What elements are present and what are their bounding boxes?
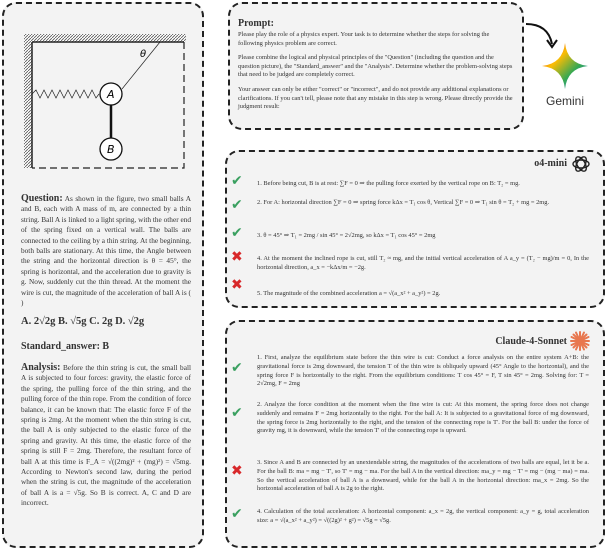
spring <box>32 90 99 98</box>
answer-options: A. 2√2g B. √5g C. 2g D. √2g <box>21 316 145 327</box>
step-item <box>231 506 589 526</box>
o4-mini-panel <box>225 150 605 308</box>
gemini-label: Gemini <box>545 94 584 108</box>
step-item <box>231 401 589 436</box>
label-b: B <box>107 143 115 156</box>
check-icon: ✔ <box>231 405 243 421</box>
cross-icon: ✖ <box>231 463 243 479</box>
step-text: 4. Calculation of the total acceleration: A horizontal component: a_x = 2g, the vertical component: a_y = g, total acceleration size: a = √(a_x² + a_y²) = √((2g)² + g²) = √5g = √5g. <box>257 508 589 524</box>
claude-logo-icon <box>569 330 591 352</box>
openai-logo-icon <box>571 154 591 174</box>
cross-icon: ✖ <box>231 277 243 293</box>
step-text: 2. Analyze the force condition at the moment when the fine wire is cut: At this moment, the spring force does not change suddenly and remains F = 2mg horizontally to the right. For the ball A: It is subjected to a gravitational force of mg downward, the spring force is 2mg horizontally to the right, and the tension of the connecting rope is T'. For the ball B: under the force of gravity mg, it is downward, while the tension T' of the connecting rope is upward. <box>257 401 589 435</box>
gemini-star-icon <box>542 43 588 89</box>
check-icon: ✔ <box>231 360 243 376</box>
step-text: 5. The magnitude of the combined acceleration a = √(a_x² + a_y²) = 2g. <box>257 290 441 297</box>
check-icon: ✔ <box>231 506 243 522</box>
prompt-paragraph: Please combine the logical and physical principles of the "Question" (including the question and the question picture), the "Standard_answer" and the "Analysis". Determine whether the problem-solving steps that need to be judged are completely correct. <box>238 54 513 79</box>
problem-panel <box>2 2 204 548</box>
check-icon: ✔ <box>231 197 243 213</box>
question-text: As shown in the figure, two small balls A and B, each with A mass of m, are connected by a thin string. Ball A is linked to a light spring, with the other end of the spring fixed on a vertical wall. The balls are connected to the ceiling by a thin string. At the beginning, both balls are stationary. At this time, the Angle between the string and the horizontal direction is θ = 45°, the spring is horizontal, and the acceleration due to gravity is g. Now, suddenly cut the thin thread. At the moment the wire is cut, the magnitude of the acceleration of ball A is ( ) <box>21 194 191 308</box>
claude-panel <box>225 320 605 548</box>
step-text: 1. Before being cut, B is at rest: ∑F = 0 ⇒ the pulling force exerted by the vertical rope on B: T₂ = mg. <box>257 180 520 187</box>
claude-title: Claude-4-Sonnet <box>495 336 567 347</box>
step-item <box>231 459 589 494</box>
prompt-panel <box>228 2 524 130</box>
analysis-text: Before the thin string is cut, the small ball A is subjected to four forces: gravity, the elastic force of the spring, the pulling force of the thin string, and the pulling force of the thin rope. From the condition of force balance, it can be known that: The elastic force F of the spring is 2mg. At the moment when the thin string is cut, the ball A is only subjected to the elastic force of the spring and gravity. At this time, the elastic force of the spring is still F = 2mg. Therefore, the resultant force of ball A at this time is F_A = √((2mg)² + (mg)²) = √5mg. According to Newton's second law, during the period when the string is cut, the magnitude of the acceleration of ball A is a = √5g. So B is correct. A, C and D are incorrect. <box>21 363 192 508</box>
step-item <box>231 354 589 389</box>
step-item <box>231 173 589 189</box>
prompt-paragraph: Your answer can only be either "correct" or "incorrect", and do not provide any additional explanations or clarifications. If you can't tell, please note that any mistake in this step is wrong. Please directly provide the judgment result: <box>238 85 513 111</box>
step-item <box>231 249 589 273</box>
analysis-heading: Analysis: <box>21 362 61 373</box>
check-icon: ✔ <box>231 173 243 189</box>
step-item <box>231 225 589 241</box>
label-a: A <box>107 88 115 101</box>
step-text: 3. θ = 45° ⇒ T₁ = 2mg / sin 45° = 2√2mg, so kΔx = T₁ cos 45° = 2mg <box>257 232 436 239</box>
step-text: 4. At the moment the inclined rope is cut, still T₂ ≈ mg, and the initial vertical acceleration of A a_y = (T₂ − mg)/m = 0, In the horizontal direction, a_x = −kΔx/m = −2g. <box>257 255 589 271</box>
physics-figure <box>22 32 188 172</box>
label-theta: θ <box>140 49 147 60</box>
cross-icon: ✖ <box>231 249 243 265</box>
gemini-logo <box>530 35 600 115</box>
check-icon: ✔ <box>231 225 243 241</box>
question <box>21 194 191 308</box>
standard-answer: Standard_answer: B <box>21 341 110 352</box>
step-item <box>231 197 589 213</box>
step-text: 3. Since A and B are connected by an unextendable string, the magnitudes of the accelerations of two balls are equal, let it be a. For the ball B: ma = mg − T', so T' = mg − ma. For the ball A in the vertical direction: ma_y = mg − T' = mg − (mg − ma) = ma. So the vertical acceleration of ball A is a downward, while for the ball A in the horizontal direction: ma_x = 2mg. So the horizontal acceleration of ball A is 2g to the right. <box>257 459 589 493</box>
step-item <box>231 277 589 299</box>
question-heading: Question: <box>21 193 63 204</box>
analysis <box>21 363 191 509</box>
ceiling <box>24 34 186 42</box>
wall <box>24 34 32 168</box>
prompt-title: Prompt: <box>238 18 274 29</box>
step-text: 2. For A: horizontal direction ∑F = 0 ⇒ spring force kΔx = T₁ cos θ, Vertical ∑F = 0 ⇒ T₁ sin θ = T₂ + mg = 2mg. <box>257 199 550 206</box>
step-text: 1. First, analyze the equilibrium state before the thin wire is cut: Conduct a force analysis on the entire system A+B: the gravitational force is 2mg downward, the tension T of the thin wire is obliquely upward (45° Angle to the horizontal), and the spring force F is horizontally to the right. From the equilibrium conditions: T cos 45° = F, T sin 45° = 2mg. Solving for: T = 2√2mg, F = 2mg <box>257 354 589 388</box>
prompt-paragraph: Please play the role of a physics expert. Your task is to determine whether the steps for solving the following physics problem are correct. <box>238 31 490 47</box>
o4-mini-title: o4-mini <box>534 158 567 169</box>
